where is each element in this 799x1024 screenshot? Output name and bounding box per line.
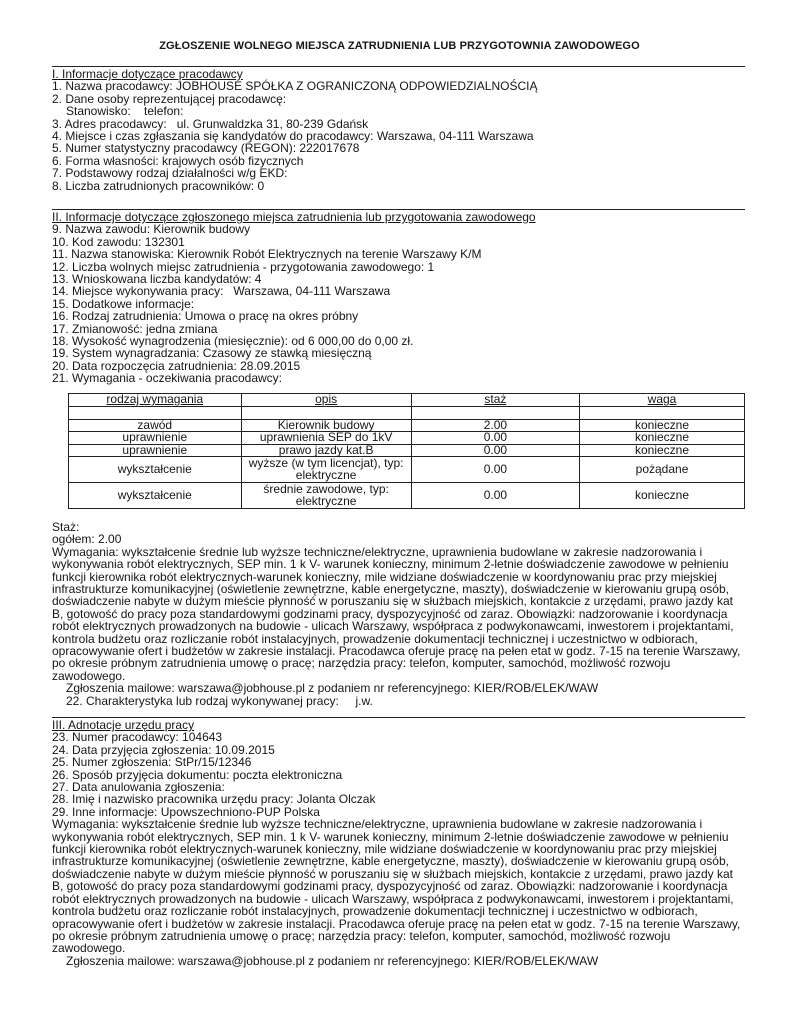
table-cell: uprawnienie — [69, 432, 242, 445]
table-cell: uprawnienia SEP do 1kV — [241, 432, 411, 445]
field-line: 4. Miejsce i czas zgłaszania się kandydatów do pracodawcy: Warszawa, 04-111 Warszawa — [52, 129, 534, 144]
table-cell: uprawnienie — [69, 444, 242, 457]
requirements-paragraph: Wymagania: wykształcenie średnie lub wyższe techniczne/elektryczne, uprawnienia budowlane w zakresie nadzorowania i wykonywania robót elektrycznych, SEP min. 1 k V- warunek konieczny, minimum 2-letnie doświadczenie zawodowe w pełnieniu funkcji kierownika robót elektrycznych-warunek konieczny, mile widziane doświadczenie w koordynowaniu prac przy miejskiej infrastrukturze komunikacyjnej (oświetlenie zewnętrzne, kable energetyczne, maszty), doświadczenie w kierowaniu grupą osób, doświadczenie nabyte w dużym mieście płynność w poruszaniu się w służbach miejskich, kontakcie z urzędami, prawo jazdy kat B, gotowość do pracy poza standardowymi godzinami pracy, dyspozycyjność od zaraz. Obowiązki: nadzorowanie i koordynacja robót elektrycznych prowadzonych na budowie - ulicach Warszawy, współpraca z podwykonawcami, inwestorem i projektantami, kontrola budżetu oraz rozliczanie robót instalacyjnych, prowadzenie dokumentacji technicznej i uczestnictwo w odbiorach, opracowywanie ofert i budżetów w zakresie instalacji. Pracodawca oferuje pracę na pełen etat w godz. 7-15 na terenie Warszawy, po okresie próbnym zatrudnienia umowę o pracę; narzędzia pracy: telefon, komputer, samochód, możliwość rozwoju zawodowego. — [52, 817, 741, 956]
field-line: 22. Charakterystyka lub rodzaj wykonywanej pracy: j.w. — [66, 693, 373, 708]
field-line: 19. System wynagradzania: Czasowy ze stawką miesięczną — [52, 346, 372, 361]
field-line: 16. Rodzaj zatrudnienia: Umowa o pracę na okres próbny — [52, 309, 359, 324]
section-heading: II. Informacje dotyczące zgłoszonego miejsca zatrudnienia lub przygotowania zawodowego — [52, 210, 536, 224]
field-line: 28. Imię i nazwisko pracownika urzędu pracy: Jolanta Olczak — [52, 792, 376, 807]
field-line: 29. Inne informacje: Upowszechniono-PUP Polska — [52, 804, 320, 819]
section-heading: III. Adnotacje urzędu pracy — [52, 718, 195, 732]
field-line: 17. Zmianowość: jedna zmiana — [52, 321, 218, 336]
field-line: 3. Adres pracodawcy: ul. Grunwaldzka 31, 80-239 Gdańsk — [52, 116, 369, 131]
section-position — [52, 211, 752, 385]
field-line: 27. Data anulowania zgłoszenia: — [52, 780, 225, 795]
document-title: ZGŁOSZENIE WOLNEGO MIEJSCA ZATRUDNIENIA LUB PRZYGOTOWNIA ZAWODOWEGO — [159, 40, 640, 52]
table-cell: Kierownik budowy — [241, 419, 411, 432]
field-line: 25. Numer zgłoszenia: StPr/15/12346 — [52, 755, 252, 770]
table-cell: konieczne — [580, 419, 745, 432]
field-line: 21. Wymagania - oczekiwania pracodawcy: — [52, 371, 282, 386]
field-line: 18. Wysokość wynagrodzenia (miesięcznie): od 6 000,00 do 0,00 zł. — [52, 334, 414, 349]
table-header-row — [69, 394, 745, 407]
email-line: Zgłoszenia mailowe: warszawa@jobhouse.pl z podaniem nr referencyjnego: KIER/ROB/ELEK/WAW — [66, 681, 599, 696]
field-line: 24. Data przyjęcia zgłoszenia: 10.09.2015 — [52, 742, 275, 757]
field-line: 13. Wnioskowana liczba kandydatów: 4 — [52, 272, 262, 287]
table-cell: pożądane — [580, 457, 745, 483]
field-line: 10. Kod zawodu: 132301 — [52, 234, 185, 249]
staz-label: Staż: — [52, 520, 80, 534]
field-line: 9. Nazwa zawodu: Kierownik budowy — [52, 222, 251, 237]
email-line: Zgłoszenia mailowe: warszawa@jobhouse.pl z podaniem nr referencyjnego: KIER/ROB/ELEK/WAW — [66, 953, 599, 968]
field-line: 5. Numer statystyczny pracodawcy (REGON): 222017678 — [52, 141, 360, 156]
section-office-notes — [52, 719, 752, 967]
field-line: 8. Liczba zatrudnionych pracowników: 0 — [52, 178, 265, 193]
staz-value: ogółem: 2.00 — [52, 532, 122, 547]
table-cell: 2.00 — [411, 419, 579, 432]
table-cell: 0.00 — [411, 444, 579, 457]
field-line: 12. Liczba wolnych miejsc zatrudnienia - przygotowania zawodowego: 1 — [52, 259, 435, 274]
experience-block — [52, 521, 752, 707]
field-line: 1. Nazwa pracodawcy: JOBHOUSE SPÓŁKA Z OGRANICZONĄ ODPOWIEDZIALNOŚCIĄ — [52, 79, 538, 94]
field-line: Stanowisko: telefon: — [66, 104, 184, 119]
table-cell: konieczne — [580, 483, 745, 509]
field-line: 20. Data rozpoczęcia zatrudnienia: 28.09.2015 — [52, 358, 301, 373]
section-heading: I. Informacje dotyczące pracodawcy — [52, 67, 243, 81]
table-cell: wykształcenie — [69, 483, 242, 509]
field-line: 2. Dane osoby reprezentującej pracodawcę: — [52, 91, 287, 106]
table-cell: konieczne — [580, 432, 745, 445]
table-row — [69, 444, 745, 457]
table-cell: zawód — [69, 419, 242, 432]
table-cell: średnie zawodowe, typ: elektryczne — [241, 483, 411, 509]
field-line: 26. Sposób przyjęcia dokumentu: poczta elektroniczna — [52, 767, 343, 782]
table-cell: konieczne — [580, 444, 745, 457]
table-cell: 0.00 — [411, 432, 579, 445]
field-line: 7. Podstawowy rodzaj działalności w/g EKD: — [52, 166, 288, 181]
section-employer — [52, 68, 752, 192]
field-line: 23. Numer pracodawcy: 104643 — [52, 730, 223, 745]
col-header: waga — [580, 394, 745, 407]
table-row — [69, 483, 745, 509]
col-header: opis — [241, 394, 411, 407]
table-cell: prawo jazdy kat.B — [241, 444, 411, 457]
table-cell: 0.00 — [411, 457, 579, 483]
field-line: 6. Forma własności: krajowych osób fizycznych — [52, 153, 304, 168]
field-line: 11. Nazwa stanowiska: Kierownik Robót Elektrycznych na terenie Warszawy K/M — [52, 247, 482, 262]
requirements-paragraph: Wymagania: wykształcenie średnie lub wyższe techniczne/elektryczne, uprawnienia budowlane w zakresie nadzorowania i wykonywania robót elektrycznych, SEP min. 1 k V- warunek konieczny, minimum 2-letnie doświadczenie zawodowe w pełnieniu funkcji kierownika robót elektrycznych-warunek konieczny, mile widziane doświadczenie w koordynowaniu prac przy miejskiej infrastrukturze komunikacyjnej (oświetlenie zewnętrzne, kable energetyczne, maszty), doświadczenie w kierowaniu grupą osób, doświadczenie nabyte w dużym mieście płynność w poruszaniu się w służbach miejskich, kontakcie z urzędami, prawo jazdy kat B, gotowość do pracy poza standardowymi godzinami pracy, dyspozycyjność od zaraz. Obowiązki: nadzorowanie i koordynacja robót elektrycznych prowadzonych na budowie - ulicach Warszawy, współpraca z podwykonawcami, inwestorem i projektantami, kontrola budżetu oraz rozliczanie robót instalacyjnych, prowadzenie dokumentacji technicznej i uczestnictwo w odbiorach, opracowywanie ofert i budżetów w zakresie instalacji. Pracodawca oferuje pracę na pełen etat w godz. 7-15 na terenie Warszawy, po okresie próbnym zatrudnienia umowę o pracę; narzędzia pracy: telefon, komputer, samochód, możliwość rozwoju zawodowego. — [52, 544, 741, 683]
table-cell: 0.00 — [411, 483, 579, 509]
requirements-table — [68, 393, 745, 509]
table-cell: wyższe (w tym licencjat), typ: elektryczne — [241, 457, 411, 483]
col-header: rodzaj wymagania — [69, 394, 242, 407]
field-line: 14. Miejsce wykonywania pracy: Warszawa, 04-111 Warszawa — [52, 284, 391, 299]
field-line: 15. Dodatkowe informacje: — [52, 296, 195, 311]
table-row — [69, 457, 745, 483]
col-header: staż — [411, 394, 579, 407]
table-cell: wykształcenie — [69, 457, 242, 483]
